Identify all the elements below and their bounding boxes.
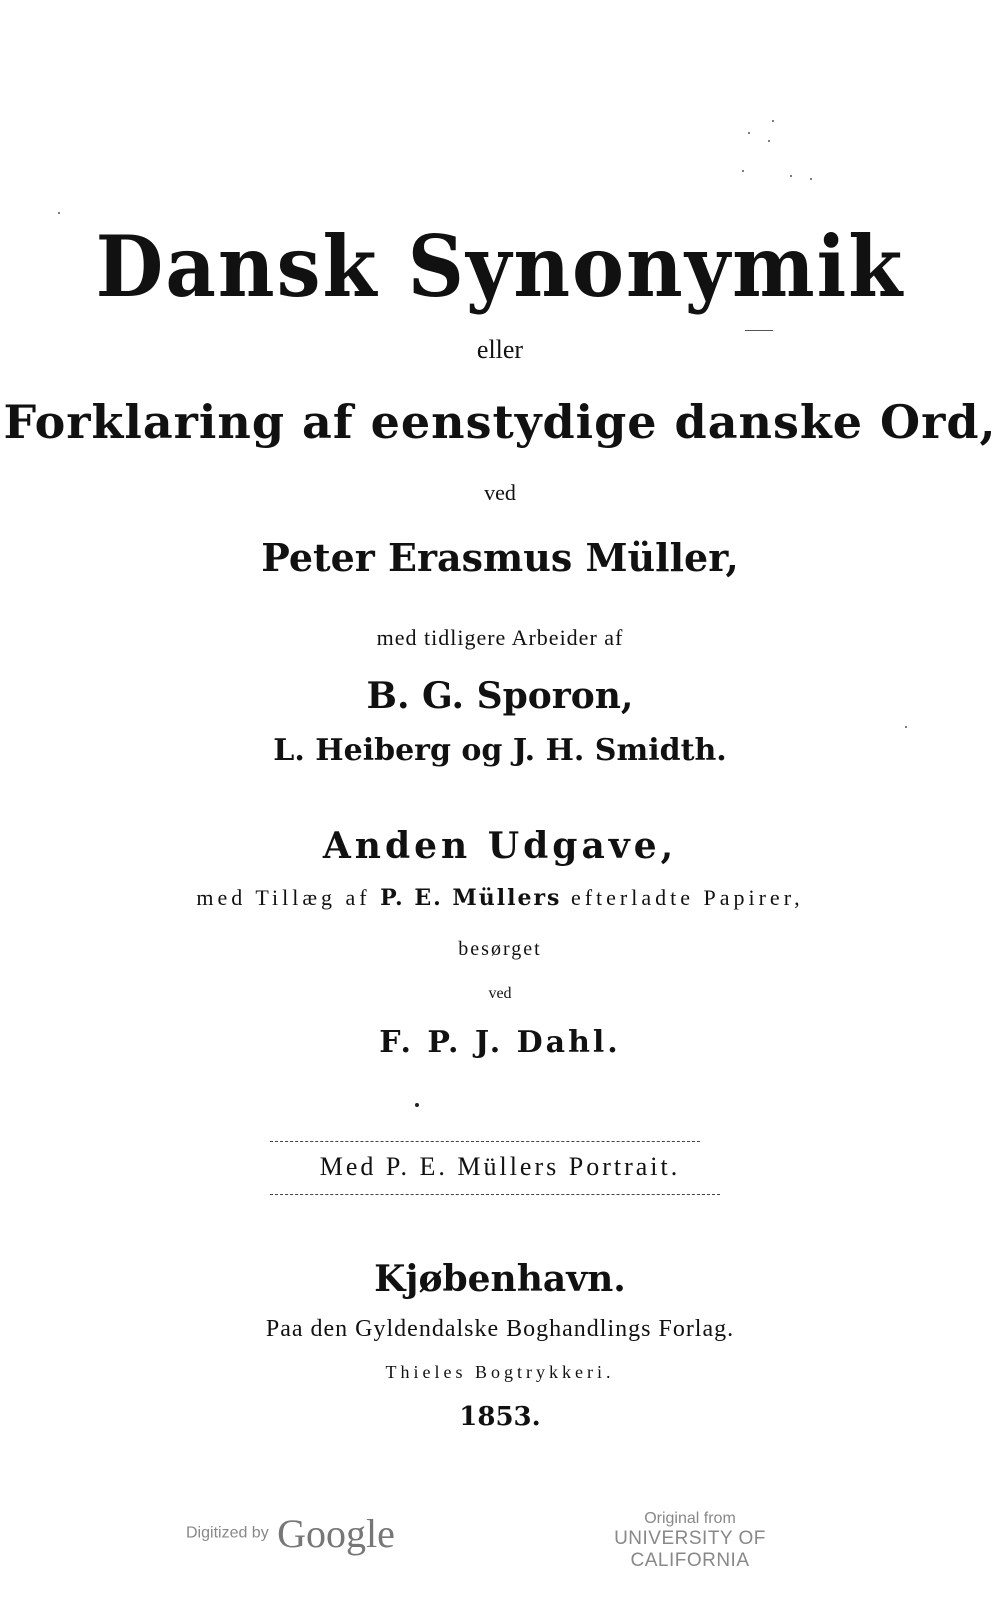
speck xyxy=(905,726,907,728)
speck xyxy=(748,132,750,134)
book-subtitle: Forklaring af eenstydige danske Ord, xyxy=(3,395,997,449)
contributor-sporon: B. G. Sporon, xyxy=(366,675,634,717)
rule-bottom xyxy=(270,1194,720,1195)
speck xyxy=(810,178,812,180)
digitized-label: Digitized by xyxy=(186,1524,269,1542)
print-dot xyxy=(415,1103,419,1107)
beforget-line: besørget xyxy=(458,938,542,960)
author-name: Peter Erasmus Müller, xyxy=(261,535,739,580)
by-line-ved: ved xyxy=(484,480,516,505)
by-line-ved-2: ved xyxy=(488,985,512,1002)
speck xyxy=(790,175,792,177)
imprint-publisher: Paa den Gyldendalske Boghandlings Forlag. xyxy=(265,1316,735,1342)
edition-statement: Anden Udgave, xyxy=(322,825,678,867)
digitized-by-google xyxy=(186,1510,395,1557)
conjunction-eller: eller xyxy=(476,335,524,364)
speck xyxy=(745,330,773,331)
imprint-city: Kjøbenhavn. xyxy=(374,1258,626,1300)
imprint-printer: Thieles Bogtrykkeri. xyxy=(385,1362,615,1382)
rule-top xyxy=(270,1141,700,1142)
prior-works-line: med tidligere Arbeider af xyxy=(376,625,624,650)
book-title: Dansk Synonymik xyxy=(95,218,905,317)
portrait-note: Med P. E. Müllers Portrait. xyxy=(319,1152,681,1181)
supplement-line xyxy=(0,885,1000,911)
imprint-year: 1853. xyxy=(459,1402,541,1432)
speck xyxy=(768,140,770,142)
original-line2: UNIVERSITY OF CALIFORNIA xyxy=(614,1528,766,1571)
speck xyxy=(58,212,60,214)
editor-name: F. P. J. Dahl. xyxy=(379,1025,621,1060)
original-from xyxy=(560,1510,820,1572)
supplement-name: P. E. Müllers xyxy=(380,885,562,911)
supplement-prefix: med Tillæg af xyxy=(196,885,371,910)
original-line1: Original from xyxy=(644,1510,736,1527)
supplement-suffix: efterladte Papirer, xyxy=(570,885,804,910)
speck xyxy=(742,170,744,172)
speck xyxy=(772,120,774,122)
contributors-heiberg-smidth: L. Heiberg og J. H. Smidth. xyxy=(273,733,727,768)
google-logo: Google xyxy=(277,1511,395,1556)
